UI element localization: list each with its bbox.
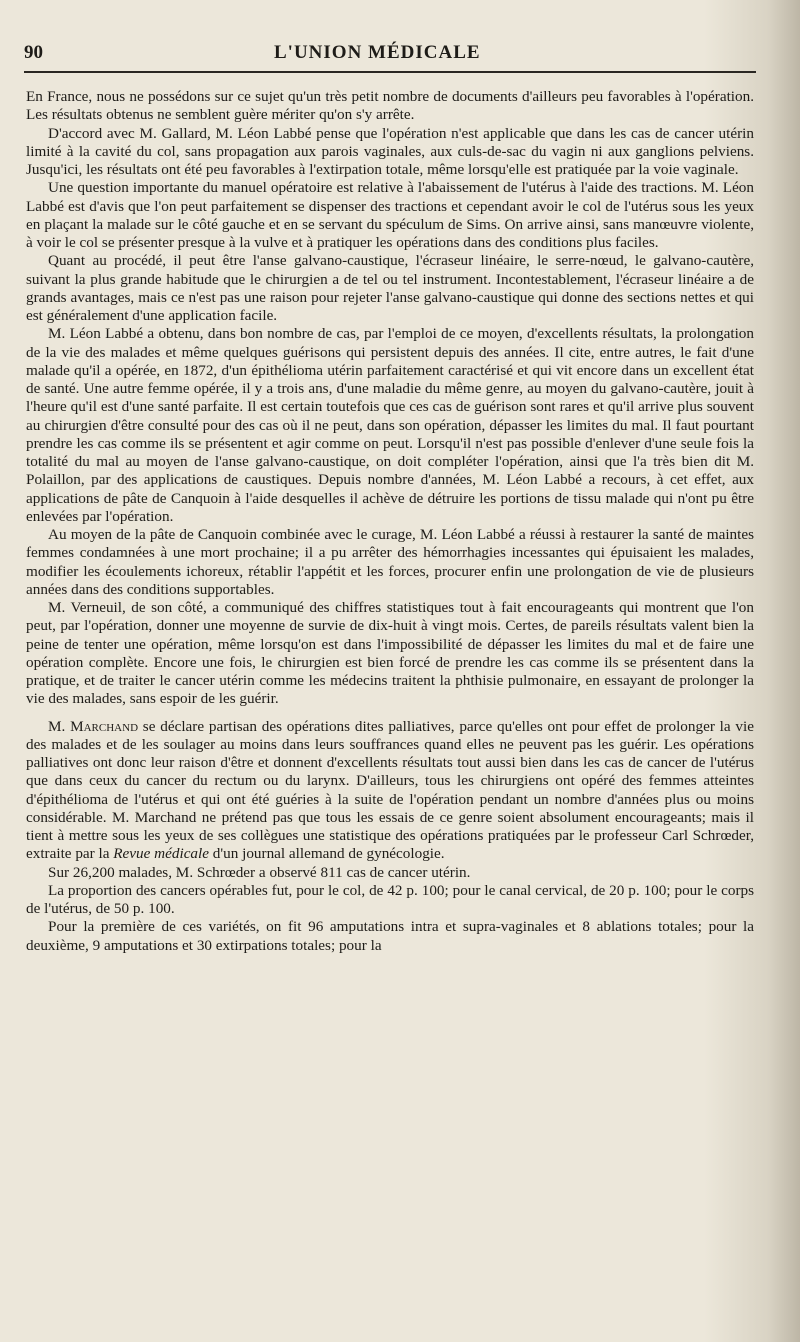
- journal-title: Revue médicale: [113, 845, 209, 863]
- paragraph: D'accord avec M. Gallard, M. Léon Labbé pense que l'opération n'est applicable que dans les cas de cancer utérin limité à la cavité du col, sans propagation aux parois vaginales, aux culs-de-sac du vagin ni aux ganglions pelviens. Jusqu'ici, les résultats ont été peu favorables à l'extirpation totale, même lorsqu'elle est pratiquée par la voie vaginale.: [26, 124, 754, 178]
- paragraph-text: d'un journal allemand de gynécologie.: [209, 845, 445, 863]
- speaker-name: Marchand: [70, 717, 139, 735]
- paragraph: M. Verneuil, de son côté, a communiqué des chiffres statistiques tout à fait encourageants qui montrent que l'on peut, par l'opération, donner une moyenne de survie de dix-huit à vingt mois. Certes, de pareils résultats valent bien la peine de tenter une opération, même lorsqu'on est dans l'impossibilité de dépasser les limites du mal et de faire une opération complète. Encore une fois, le chirurgien est bien forcé de prendre les cas comme ils se présentent dans la pratique, et de traiter le cancer utérin comme les médecins traitent la phthisie pulmonaire, en essayant de prolonger la vie des malades, sans espoir de les guérir.: [26, 599, 754, 708]
- paragraph: La proportion des cancers opérables fut, pour le col, de 42 p. 100; pour le canal cervical, de 20 p. 100; pour le corps de l'utérus, de 50 p. 100.: [26, 881, 754, 917]
- paragraph: M. Léon Labbé a obtenu, dans bon nombre de cas, par l'emploi de ce moyen, d'excellents résultats, la prolongation de la vie des malades et même quelques guérisons qui persistent depuis des années. Il cite, entre autres, le fait d'une malade qu'il a opérée, en 1872, d'un épithélioma utérin parfaitement caractérisé et qui vit encore dans un excellent état de santé. Une autre femme opérée, il y a trois ans, d'une maladie du même genre, au moyen du galvano-cautère, jouit à l'heure qu'il est d'une santé parfaite. Il est certain toutefois que ces cas de guérison sont rares et qu'il arrive plus souvent au chirurgien d'être consulté pour des cas où il ne peut, dans son opération, dépasser les limites du mal. Il faut pourtant prendre les cas comme ils se présentent et agir comme on peut. Lorsqu'il n'est pas possible d'enlever d'une seule fois la totalité du mal au moyen de l'anse galvano-caustique, on doit compléter l'opération, ainsi que l'a très bien dit M. Polaillon, par des applications de caustiques. Depuis nombre d'années, M. Léon Labbé a recours, à cet effet, aux applications de pâte de Canquoin à l'aide desquelles il achève de détruire les portions de tissu malade qui n'ont pu être enlevées par l'opération.: [26, 325, 754, 525]
- paragraph: Une question importante du manuel opératoire est relative à l'abaissement de l'utérus à l'aide des tractions. M. Léon Labbé est d'avis que l'on peut parfaitement se dispenser des tractions et cependant avoir le col de l'utérus sous les yeux en plaçant la malade sur le côté gauche et en se servant du spéculum de Sims. On arrive ainsi, sans manœuvre violente, à voir le col se présenter presque à la vulve et à pratiquer les opérations dans des conditions plus faciles.: [26, 179, 754, 251]
- article-body: [26, 88, 754, 955]
- paragraph-text: se déclare partisan des opérations dites palliatives, parce qu'elles ont pour effet de prolonger la vie des malades et de les soulager au moins dans leurs souffrances quand elles ne peuvent pas les guérir. Les opérations palliatives ont donc leur raison d'être et donnent d'excellents résultats tout aussi bien dans les cas de cancer de l'utérus que dans ceux du cancer du rectum ou du larynx. D'ailleurs, tous les chirurgiens ont opéré des femmes atteintes d'épithélioma de l'utérus et qui ont été guéries à la suite de l'opération pendant un nombre d'années plus ou moins considérable. M. Marchand ne prétend pas que tous les essais de ce genre soient absolument encourageants; mais il tient à mettre sous les yeux de ses collègues une statistique des opérations pratiquées par le professeur Carl Schrœder, extraite par la: [26, 717, 754, 863]
- paragraph: Sur 26,200 malades, M. Schrœder a observé 811 cas de cancer utérin.: [48, 863, 471, 881]
- running-title: L'UNION MÉDICALE: [274, 42, 481, 63]
- paragraph: Pour la première de ces variétés, on fit 96 amputations intra et supra-vaginales et 8 ablations totales; pour la deuxième, 9 amputations et 30 extirpations totales; pour la: [26, 918, 754, 954]
- paragraph-marchand: [26, 718, 754, 864]
- page-header: [24, 40, 760, 70]
- speaker-prefix: M.: [48, 717, 71, 735]
- header-rule: [24, 71, 756, 73]
- paragraph: Quant au procédé, il peut être l'anse galvano-caustique, l'écraseur linéaire, le serre-nœud, le galvano-cautère, suivant la plus grande habitude que le chirurgien a de tel ou tel instrument. Incontestablement, l'écraseur linéaire a de grands avantages, mais ce n'est pas une raison pour rejeter l'anse galvano-caustique qui donne des sections nettes et qui est généralement d'une application facile.: [26, 252, 754, 324]
- paragraph: Au moyen de la pâte de Canquoin combinée avec le curage, M. Léon Labbé a réussi à restaurer la santé de maintes femmes condamnées à une mort prochaine; il a pu arrêter des hémorrhagies incessantes qui épuisaient les malades, modifier les écoulements ichoreux, rétablir l'appétit et les forces, procurer enfin une prolongation de vie de plusieurs années dans des conditions supportables.: [26, 526, 754, 598]
- paragraph: En France, nous ne possédons sur ce sujet qu'un très petit nombre de documents d'ailleurs peu favorables à l'opération. Les résultats obtenus ne semblent guère mériter qu'on s'y arrête.: [26, 88, 754, 124]
- page-number: 90: [24, 42, 43, 63]
